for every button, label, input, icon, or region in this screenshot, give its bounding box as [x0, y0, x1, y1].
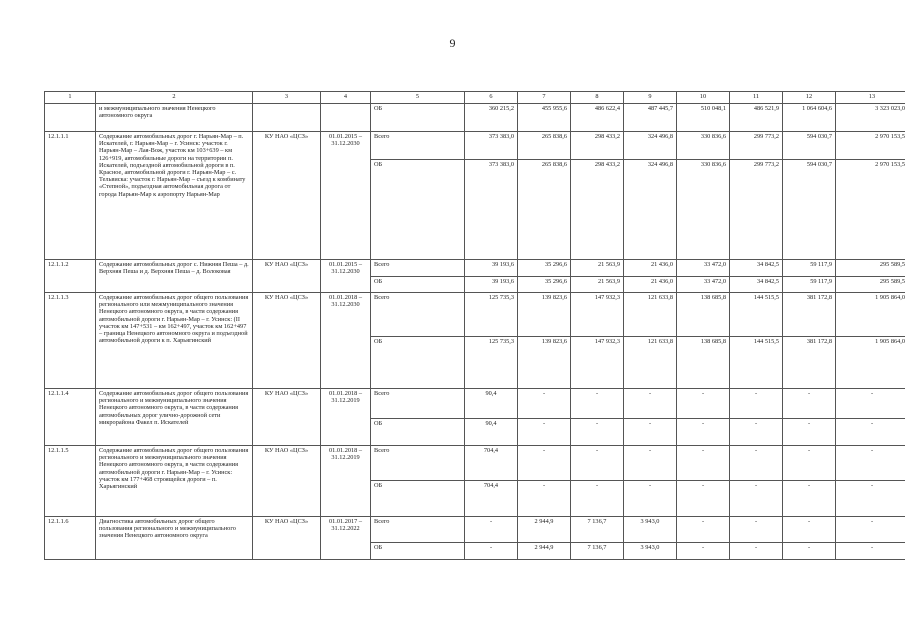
value-cell: -	[624, 481, 677, 517]
value-cell: -	[836, 419, 905, 446]
header-cell: 3	[253, 92, 321, 104]
source-label: ОБ	[371, 160, 465, 260]
period: 01.01.2018 – 31.12.2030	[321, 293, 371, 389]
header-cell: 10	[677, 92, 730, 104]
value-cell: 487 445,7	[624, 104, 677, 132]
value-cell: -	[677, 481, 730, 517]
header-cell: 2	[96, 92, 253, 104]
value-cell: 373 383,0	[465, 132, 518, 160]
value-cell: 265 838,6	[518, 160, 571, 260]
value-cell: 147 932,3	[571, 293, 624, 337]
value-cell: 381 172,8	[783, 293, 836, 337]
row-number: 12.1.1.1	[45, 132, 96, 260]
value-cell: 90,4	[465, 389, 518, 419]
value-cell: -	[836, 543, 905, 560]
header-cell: 4	[321, 92, 371, 104]
value-cell: -	[730, 543, 783, 560]
value-cell: 144 515,5	[730, 293, 783, 337]
value-cell: -	[836, 389, 905, 419]
activity-description: и межмуниципального значения Ненецкого автономного округа	[96, 104, 253, 132]
value-cell: 295 589,5	[836, 277, 905, 293]
value-cell: 144 515,5	[730, 337, 783, 389]
header-cell: 6	[465, 92, 518, 104]
value-cell: -	[783, 543, 836, 560]
row-number: 12.1.1.5	[45, 446, 96, 517]
value-cell: 7 136,7	[571, 543, 624, 560]
table-row	[45, 446, 905, 481]
row-number: 12.1.1.2	[45, 260, 96, 293]
header-cell: 7	[518, 92, 571, 104]
value-cell: -	[730, 419, 783, 446]
period: 01.01.2015 – 31.12.2030	[321, 132, 371, 260]
value-cell: 139 823,6	[518, 293, 571, 337]
value-cell: 147 932,3	[571, 337, 624, 389]
value-cell: 299 773,2	[730, 160, 783, 260]
value-cell: 138 685,8	[677, 337, 730, 389]
period	[321, 104, 371, 132]
value-cell: 704,4	[465, 446, 518, 481]
period: 01.01.2015 – 31.12.2030	[321, 260, 371, 293]
value-cell: 299 773,2	[730, 132, 783, 160]
source-label: ОБ	[371, 277, 465, 293]
value-cell: 33 472,0	[677, 260, 730, 277]
value-cell: 1 905 864,0	[836, 293, 905, 337]
value-cell: 90,4	[465, 419, 518, 446]
value-cell: -	[518, 446, 571, 481]
table-row	[45, 132, 905, 160]
value-cell: 34 842,5	[730, 277, 783, 293]
executor: КУ НАО «ЦСЗ»	[253, 389, 321, 446]
header-cell: 13	[836, 92, 905, 104]
value-cell: 330 836,6	[677, 132, 730, 160]
value-cell: 125 735,3	[465, 293, 518, 337]
source-label: Всего	[371, 389, 465, 419]
value-cell: 35 296,6	[518, 260, 571, 277]
value-cell: 21 563,9	[571, 277, 624, 293]
value-cell: -	[730, 446, 783, 481]
value-cell: 704,4	[465, 481, 518, 517]
value-cell: 455 955,6	[518, 104, 571, 132]
value-cell: -	[571, 389, 624, 419]
value-cell: 2 970 153,5	[836, 132, 905, 160]
value-cell: -	[518, 481, 571, 517]
value-cell: 324 496,8	[624, 132, 677, 160]
row-number	[45, 104, 96, 132]
period: 01.01.2018 – 31.12.2019	[321, 446, 371, 517]
executor: КУ НАО «ЦСЗ»	[253, 132, 321, 260]
value-cell: -	[571, 419, 624, 446]
header-cell: 12	[783, 92, 836, 104]
row-number: 12.1.1.4	[45, 389, 96, 446]
row-number: 12.1.1.6	[45, 517, 96, 560]
activity-description: Содержание автомобильных дорог с. Нижняя Пеша – д. Верхняя Пеша и д. Верхняя Пеша – д. Волоковая	[96, 260, 253, 293]
value-cell: -	[836, 446, 905, 481]
source-label: Всего	[371, 260, 465, 277]
value-cell: 324 496,8	[624, 160, 677, 260]
value-cell: -	[836, 517, 905, 543]
value-cell: -	[783, 481, 836, 517]
value-cell: 2 944,9	[518, 517, 571, 543]
source-label: ОБ	[371, 337, 465, 389]
value-cell: 39 193,6	[465, 260, 518, 277]
header-cell: 11	[730, 92, 783, 104]
table-row	[45, 389, 905, 419]
value-cell: -	[677, 389, 730, 419]
value-cell: 33 472,0	[677, 277, 730, 293]
activity-description: Содержание автомобильных дорог г. Нарьян-Мар – п. Искателей, г. Нарьян-Мар – г. Усинск: участок г. Нарьян-Мар – Лая-Вож, участок км 103+639 – км 126+919, автомобильные дороги на территории п. Искателей, подъездной автомобильной дороги в п. Красное, автомобильной дороги г. Нарьян-Мар – с. Тельвиска: участок г. Нарьян-Мар – съезд к комбинату «Степной», подъездная автомобильная дорога от города Нарьян-Мар к аэропорту Нарьян-Мар	[96, 132, 253, 260]
value-cell: 34 842,5	[730, 260, 783, 277]
value-cell: -	[677, 517, 730, 543]
source-label: Всего	[371, 293, 465, 337]
value-cell: 39 193,6	[465, 277, 518, 293]
value-cell: 298 433,2	[571, 132, 624, 160]
value-cell: 59 117,9	[783, 260, 836, 277]
executor: КУ НАО «ЦСЗ»	[253, 293, 321, 389]
value-cell: 594 030,7	[783, 132, 836, 160]
value-cell: 486 521,9	[730, 104, 783, 132]
value-cell: -	[783, 517, 836, 543]
value-cell: 1 064 604,6	[783, 104, 836, 132]
executor	[253, 104, 321, 132]
source-label: Всего	[371, 132, 465, 160]
value-cell: -	[465, 543, 518, 560]
value-cell: -	[624, 389, 677, 419]
value-cell: -	[624, 419, 677, 446]
header-cell: 8	[571, 92, 624, 104]
value-cell: 3 943,0	[624, 517, 677, 543]
activity-description: Диагностика автомобильных дорог общего пользования регионального и межмуниципального значения Ненецкого автономного округа	[96, 517, 253, 560]
value-cell: 1 905 864,0	[836, 337, 905, 389]
page-number: 9	[449, 36, 456, 50]
period: 01.01.2018 – 31.12.2019	[321, 389, 371, 446]
value-cell: 3 943,0	[624, 543, 677, 560]
value-cell: 21 563,9	[571, 260, 624, 277]
executor: КУ НАО «ЦСЗ»	[253, 260, 321, 293]
activity-description: Содержание автомобильных дорог общего пользования регионального и межмуниципального значения Ненецкого автономного округа, в части содержания автомобильных дорог улично-дорожной сети микрорайона Факел п. Искателей	[96, 389, 253, 446]
value-cell: 2 970 153,5	[836, 160, 905, 260]
executor: КУ НАО «ЦСЗ»	[253, 517, 321, 560]
value-cell: 594 030,7	[783, 160, 836, 260]
value-cell: 360 215,2	[465, 104, 518, 132]
value-cell: -	[730, 517, 783, 543]
value-cell: 21 436,0	[624, 260, 677, 277]
value-cell: -	[518, 389, 571, 419]
value-cell: 138 685,8	[677, 293, 730, 337]
activity-description: Содержание автомобильных дорог общего пользования регионального и межмуниципального значения Ненецкого автономного округа, в части содержания автомобильной дороги г. Нарьян-Мар – г. Усинск: участок км 177+468 строящейся дороги – п. Харьягинский	[96, 446, 253, 517]
value-cell: -	[730, 481, 783, 517]
value-cell: -	[571, 446, 624, 481]
value-cell: -	[518, 419, 571, 446]
table-row	[45, 104, 905, 132]
header-cell: 5	[371, 92, 465, 104]
table-row	[45, 260, 905, 277]
value-cell: 265 838,6	[518, 132, 571, 160]
source-label: ОБ	[371, 419, 465, 446]
value-cell: 330 836,6	[677, 160, 730, 260]
value-cell: -	[836, 481, 905, 517]
value-cell: 381 172,8	[783, 337, 836, 389]
value-cell: -	[730, 389, 783, 419]
value-cell: 510 048,1	[677, 104, 730, 132]
header-cell: 9	[624, 92, 677, 104]
value-cell: 295 589,5	[836, 260, 905, 277]
value-cell: -	[465, 517, 518, 543]
header-cell: 1	[45, 92, 96, 104]
value-cell: -	[624, 446, 677, 481]
value-cell: 298 433,2	[571, 160, 624, 260]
value-cell: 21 436,0	[624, 277, 677, 293]
value-cell: 3 323 023,0	[836, 104, 905, 132]
source-label: Всего	[371, 517, 465, 543]
value-cell: 121 633,8	[624, 293, 677, 337]
header-row	[45, 92, 905, 104]
value-cell: 7 136,7	[571, 517, 624, 543]
value-cell: -	[783, 419, 836, 446]
value-cell: 121 633,8	[624, 337, 677, 389]
value-cell: -	[783, 389, 836, 419]
value-cell: 139 823,6	[518, 337, 571, 389]
period: 01.01.2017 – 31.12.2022	[321, 517, 371, 560]
executor: КУ НАО «ЦСЗ»	[253, 446, 321, 517]
value-cell: -	[677, 446, 730, 481]
value-cell: -	[677, 543, 730, 560]
source-label: ОБ	[371, 543, 465, 560]
value-cell: -	[783, 446, 836, 481]
value-cell: -	[571, 481, 624, 517]
table-row	[45, 293, 905, 337]
value-cell: 125 735,3	[465, 337, 518, 389]
value-cell: 373 383,0	[465, 160, 518, 260]
activity-description: Содержание автомобильных дорог общего пользования регионального или межмуниципального значения Ненецкого автономного округа, в части содержания автомобильной дороги г. Нарьян-Мар – г. Усинск: (II участок км 147+531 – км 162+497, участок км 162+497 – граница Ненецкого автономного округа и подъездной автомобильной дороги к п. Харьягинский	[96, 293, 253, 389]
table-row	[45, 517, 905, 543]
row-number: 12.1.1.3	[45, 293, 96, 389]
value-cell: -	[677, 419, 730, 446]
value-cell: 486 622,4	[571, 104, 624, 132]
value-cell: 2 944,9	[518, 543, 571, 560]
budget-table	[44, 91, 905, 560]
source-label: ОБ	[371, 481, 465, 517]
source-label: ОБ	[371, 104, 465, 132]
value-cell: 35 296,6	[518, 277, 571, 293]
value-cell: 59 117,9	[783, 277, 836, 293]
source-label: Всего	[371, 446, 465, 481]
